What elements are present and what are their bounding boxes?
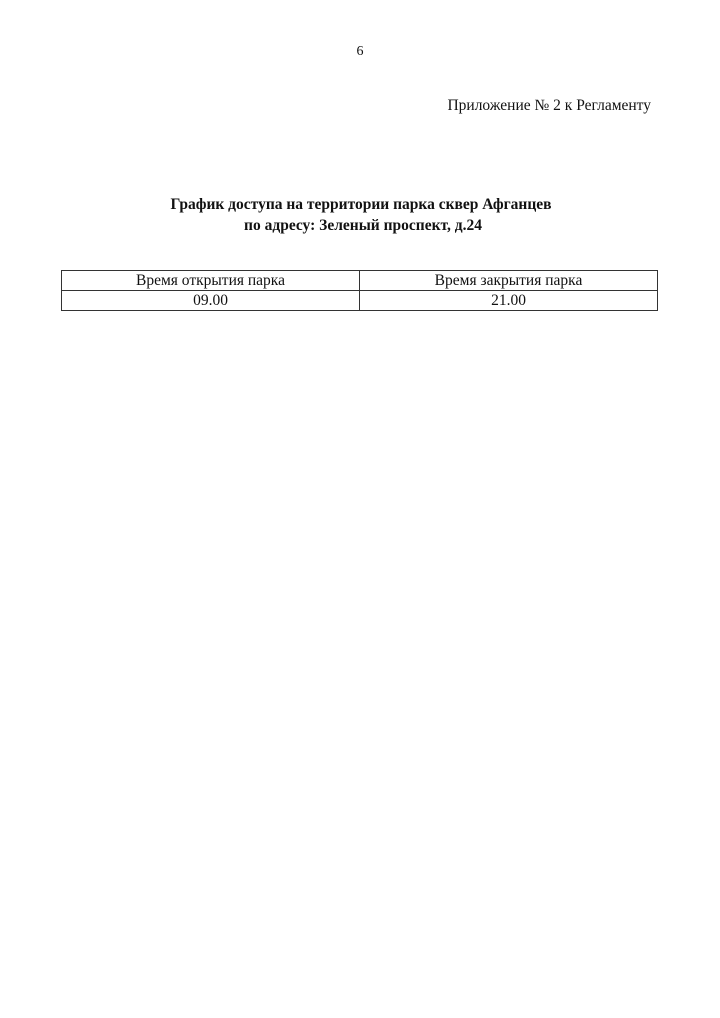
- title-line-1: График доступа на территории парка сквер Афганцев: [170, 196, 552, 213]
- page-number: 6: [356, 44, 364, 59]
- header-closing-time: Время закрытия парка: [360, 271, 658, 291]
- title-line-2: по адресу: Зеленый проспект, д.24: [244, 217, 482, 234]
- schedule-table: [61, 270, 658, 311]
- header-opening-time: Время открытия парка: [62, 271, 360, 291]
- document-title: [0, 194, 720, 236]
- cell-closing-time: 21.00: [360, 291, 658, 311]
- cell-opening-time: 09.00: [62, 291, 360, 311]
- appendix-label: Приложение № 2 к Регламенту: [447, 97, 651, 114]
- table-header-row: [62, 271, 658, 291]
- table-row: [62, 291, 658, 311]
